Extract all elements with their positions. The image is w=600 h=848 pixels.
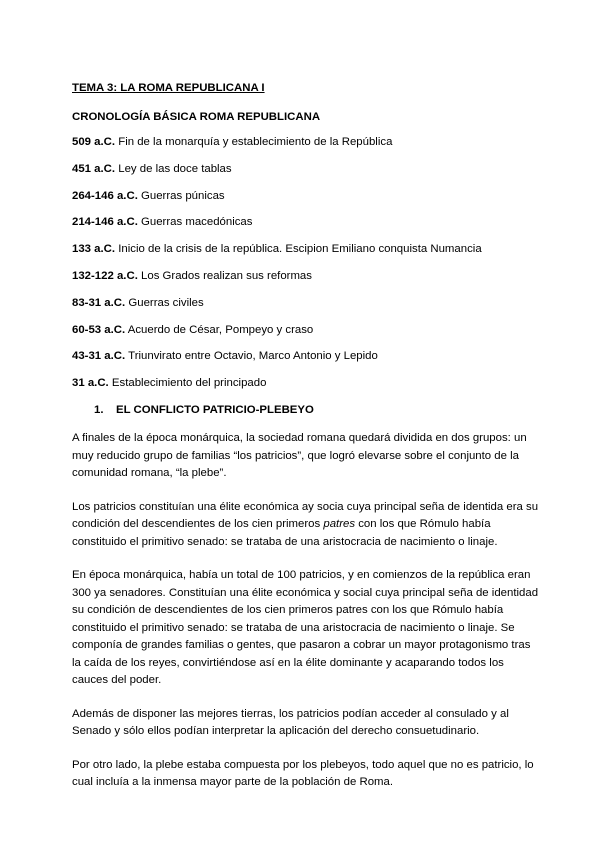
chronology-date: 214-146 a.C. [72,216,138,229]
paragraph: Por otro lado, la plebe estaba compuesta por los plebeyos, todo aquel que no es patricio, lo cual incluía a la inmensa mayor parte de la población de Roma. [72,758,534,789]
chronology-text: Guerras púnicas [141,189,225,202]
chronology-date: 31 a.C. [72,377,109,390]
chronology-date: 509 a.C. [72,136,116,148]
chronology-date: 451 a.C. [72,162,116,175]
chronology-text: Guerras macedónicas [141,216,253,229]
document-title: TEMA 3: LA ROMA REPUBLICANA I [72,82,265,94]
section-heading [94,402,540,420]
section-number: 1. [94,403,104,416]
chronology-date: 133 a.C. [72,243,116,256]
chronology-date: 60-53 a.C. [72,323,126,336]
chronology-date: 132-122 a.C. [72,269,138,282]
chronology-date: 43-31 a.C. [72,350,126,363]
chronology-text: Inicio de la crisis de la república. Escipion Emiliano conquista Numancia [118,243,482,256]
chronology-heading: CRONOLOGÍA BÁSICA ROMA REPUBLICANA [72,110,321,123]
paragraph [72,499,540,552]
chronology-date: 264-146 a.C. [72,189,138,202]
chronology-item [72,348,540,366]
chronology-list [72,134,540,393]
section-title: EL CONFLICTO PATRICIO-PLEBEYO [116,403,314,416]
chronology-item [72,295,540,313]
chronology-text: Triunvirato entre Octavio, Marco Antonio y Lepido [128,350,378,363]
chronology-item [72,214,540,232]
chronology-text: Acuerdo de César, Pompeyo y craso [127,323,314,336]
chronology-item [72,268,540,286]
chronology-text: Los Grados realizan sus reformas [141,269,312,282]
paragraph: Además de disponer las mejores tierras, los patricios podían acceder al consulado y al Senado y sólo ellos podían interpretar la aplicación del derecho consuetudinario. [72,707,509,738]
chronology-text: Ley de las doce tablas [118,162,232,175]
chronology-item [72,322,540,340]
paragraph: En época monárquica, había un total de 100 patricios, y en comienzos de la república eran 300 ya senadores. Constituían una élite económica y social cuya principal seña de identidad su condición de descendientes de los cien primeros patres con los que Rómulo había constituido el primitivo senado: se trataba de una aristocracia de nacimiento o linaje. Se componía de grandes familias o gentes, que pasaron a cobrar un mayor protagonismo tras la caída de los reyes, convirtiéndose así en la élite dominante y acaparando todos los cauces del poder. [72,569,539,687]
chronology-text: Fin de la monarquía y establecimiento de la República [118,136,393,148]
chronology-text: Establecimiento del principado [111,377,267,390]
chronology-date: 83-31 a.C. [72,296,126,309]
chronology-item [72,161,540,179]
chronology-text: Guerras civiles [128,296,204,309]
chronology-item [72,188,540,206]
chronology-item [72,134,540,152]
paragraph-emphasis: patres [323,518,356,531]
chronology-item [72,241,540,259]
paragraph-text: con los que Rómulo había constituido el primitivo senado: se trataba de una aristocracia de nacimiento o linaje. [72,518,498,548]
chronology-item [72,375,540,393]
paragraph: A finales de la época monárquica, la sociedad romana quedará dividida en dos grupos: un muy reducido grupo de familias “los patricios”, que logró elevarse sobre el conjunto de la comunidad romana, “la plebe”. [72,432,527,480]
paragraph-text: Los patricios constituían una élite económica ay socia cuya principal seña de identida era su condición del descendientes de los cien primeros [72,500,539,531]
